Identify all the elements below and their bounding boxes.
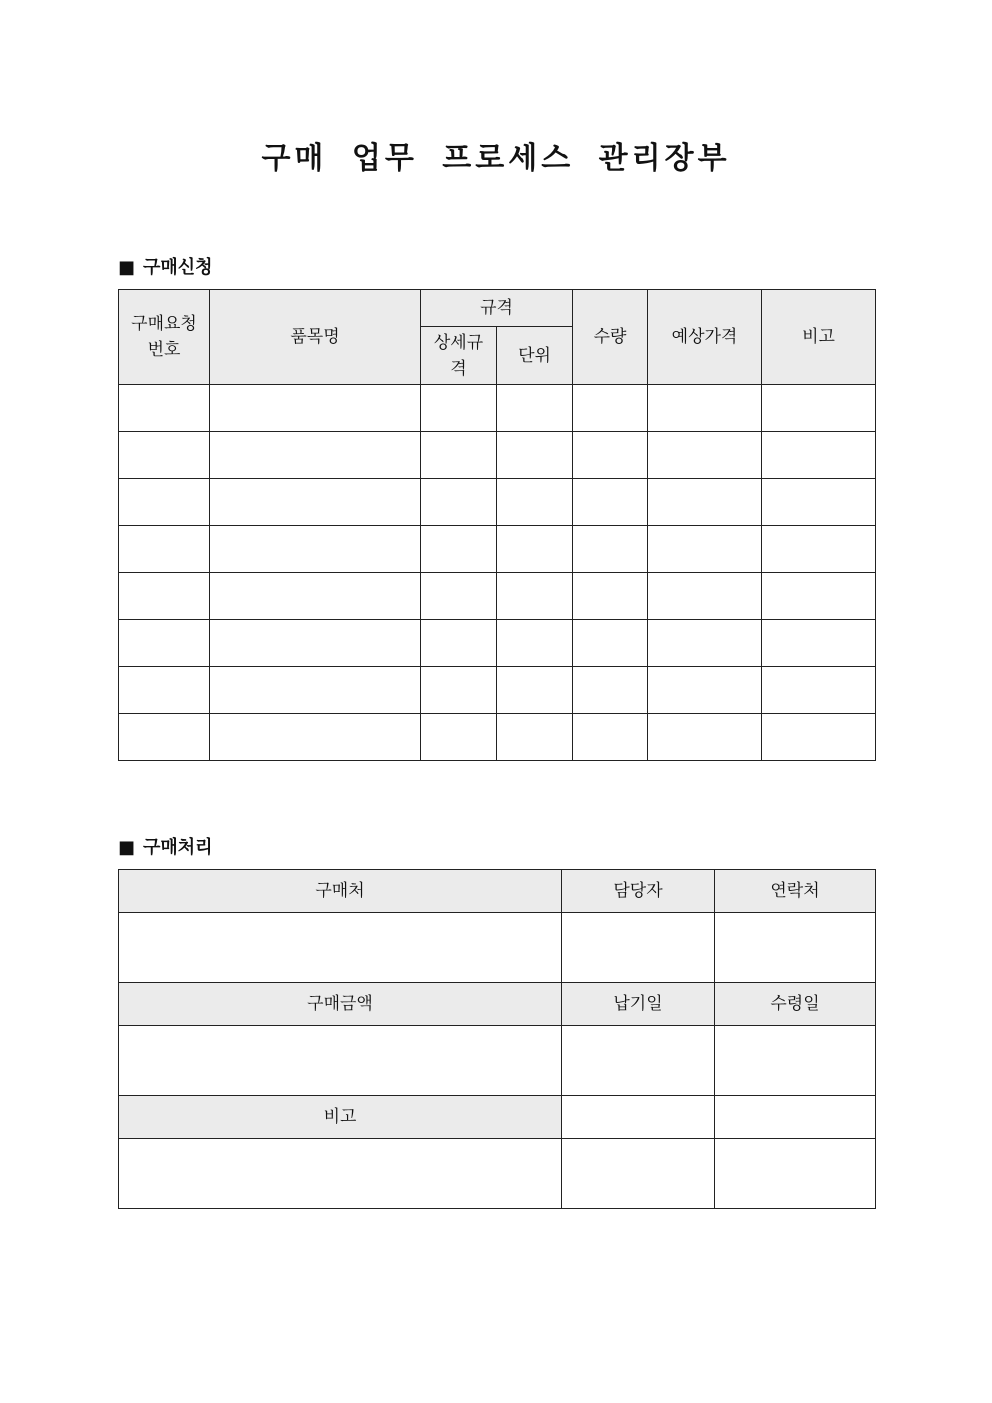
table-cell[interactable] (762, 714, 876, 761)
table-cell[interactable] (210, 526, 421, 573)
table-cell[interactable] (497, 385, 573, 432)
table-row (119, 385, 876, 432)
table-cell[interactable] (762, 385, 876, 432)
purchase-processing-table (118, 869, 876, 1209)
table-cell[interactable] (119, 573, 210, 620)
table-cell[interactable] (210, 479, 421, 526)
table-cell[interactable] (573, 573, 648, 620)
header-manager: 담당자 (562, 870, 715, 913)
blank-cell[interactable] (562, 1139, 715, 1209)
table-cell[interactable] (119, 714, 210, 761)
table-cell[interactable] (497, 573, 573, 620)
table-cell[interactable] (119, 385, 210, 432)
table-cell[interactable] (648, 573, 762, 620)
table-row (119, 714, 876, 761)
table-cell[interactable] (648, 385, 762, 432)
table-cell[interactable] (762, 479, 876, 526)
table-cell[interactable] (648, 667, 762, 714)
table-cell[interactable] (210, 385, 421, 432)
table-cell[interactable] (119, 479, 210, 526)
table-cell[interactable] (421, 526, 497, 573)
table-row (119, 620, 876, 667)
table-cell[interactable] (210, 573, 421, 620)
table-cell[interactable] (762, 526, 876, 573)
table-cell[interactable] (210, 714, 421, 761)
table-row (119, 573, 876, 620)
table-cell[interactable] (119, 432, 210, 479)
table-cell[interactable] (648, 714, 762, 761)
table-cell[interactable] (648, 526, 762, 573)
table-cell[interactable] (119, 667, 210, 714)
table-cell[interactable] (497, 714, 573, 761)
amount-cell[interactable] (119, 1026, 562, 1096)
table-cell[interactable] (421, 620, 497, 667)
section-heading-label: 구매처리 (143, 837, 213, 858)
section-heading-label: 구매신청 (143, 257, 213, 278)
receipt-date-cell[interactable] (715, 1026, 876, 1096)
table-cell[interactable] (762, 432, 876, 479)
table-row (119, 526, 876, 573)
header-remarks-processing: 비고 (119, 1096, 562, 1139)
table-cell[interactable] (421, 573, 497, 620)
blank-cell[interactable] (562, 1096, 715, 1139)
purchase-request-rows (119, 385, 876, 761)
blank-cell[interactable] (715, 1096, 876, 1139)
header-vendor: 구매처 (119, 870, 562, 913)
table-cell[interactable] (573, 714, 648, 761)
table-cell[interactable] (573, 526, 648, 573)
header-receipt-date: 수령일 (715, 983, 876, 1026)
header-spec: 규격 (421, 290, 573, 327)
table-row (119, 667, 876, 714)
table-cell[interactable] (421, 385, 497, 432)
table-cell[interactable] (497, 432, 573, 479)
header-due-date: 납기일 (562, 983, 715, 1026)
header-quantity: 수량 (573, 290, 648, 385)
contact-cell[interactable] (715, 913, 876, 983)
table-cell[interactable] (497, 526, 573, 573)
purchase-request-table (118, 289, 876, 761)
table-cell[interactable] (497, 620, 573, 667)
manager-cell[interactable] (562, 913, 715, 983)
table-cell[interactable] (573, 479, 648, 526)
table-cell[interactable] (497, 667, 573, 714)
page-title: 구매 업무 프로세스 관리장부 (261, 141, 731, 176)
header-contact: 연락처 (715, 870, 876, 913)
table-cell[interactable] (210, 432, 421, 479)
table-cell[interactable] (648, 620, 762, 667)
header-detail-spec: 상세규격 (421, 327, 497, 385)
table-cell[interactable] (119, 620, 210, 667)
table-cell[interactable] (762, 620, 876, 667)
table-cell[interactable] (648, 479, 762, 526)
table-cell[interactable] (421, 479, 497, 526)
remarks-cell[interactable] (119, 1139, 562, 1209)
table-cell[interactable] (648, 432, 762, 479)
header-item-name: 품목명 (210, 290, 421, 385)
header-remarks: 비고 (762, 290, 876, 385)
blank-cell[interactable] (715, 1139, 876, 1209)
header-unit: 단위 (497, 327, 573, 385)
table-cell[interactable] (421, 667, 497, 714)
table-cell[interactable] (210, 667, 421, 714)
table-cell[interactable] (573, 385, 648, 432)
table-cell[interactable] (497, 479, 573, 526)
table-cell[interactable] (119, 526, 210, 573)
table-cell[interactable] (210, 620, 421, 667)
table-cell[interactable] (573, 667, 648, 714)
table-row (119, 432, 876, 479)
table-cell[interactable] (421, 714, 497, 761)
table-row (119, 479, 876, 526)
table-cell[interactable] (573, 432, 648, 479)
header-request-no: 구매요청번호 (119, 290, 210, 385)
table-cell[interactable] (573, 620, 648, 667)
section-heading-purchase-request (118, 253, 213, 279)
table-cell[interactable] (762, 573, 876, 620)
header-expected-price: 예상가격 (648, 290, 762, 385)
due-date-cell[interactable] (562, 1026, 715, 1096)
section-heading-purchase-processing (118, 833, 213, 859)
square-bullet-icon: ■ (118, 837, 136, 858)
table-cell[interactable] (762, 667, 876, 714)
table-cell[interactable] (421, 432, 497, 479)
header-amount: 구매금액 (119, 983, 562, 1026)
square-bullet-icon: ■ (118, 257, 136, 278)
vendor-cell[interactable] (119, 913, 562, 983)
